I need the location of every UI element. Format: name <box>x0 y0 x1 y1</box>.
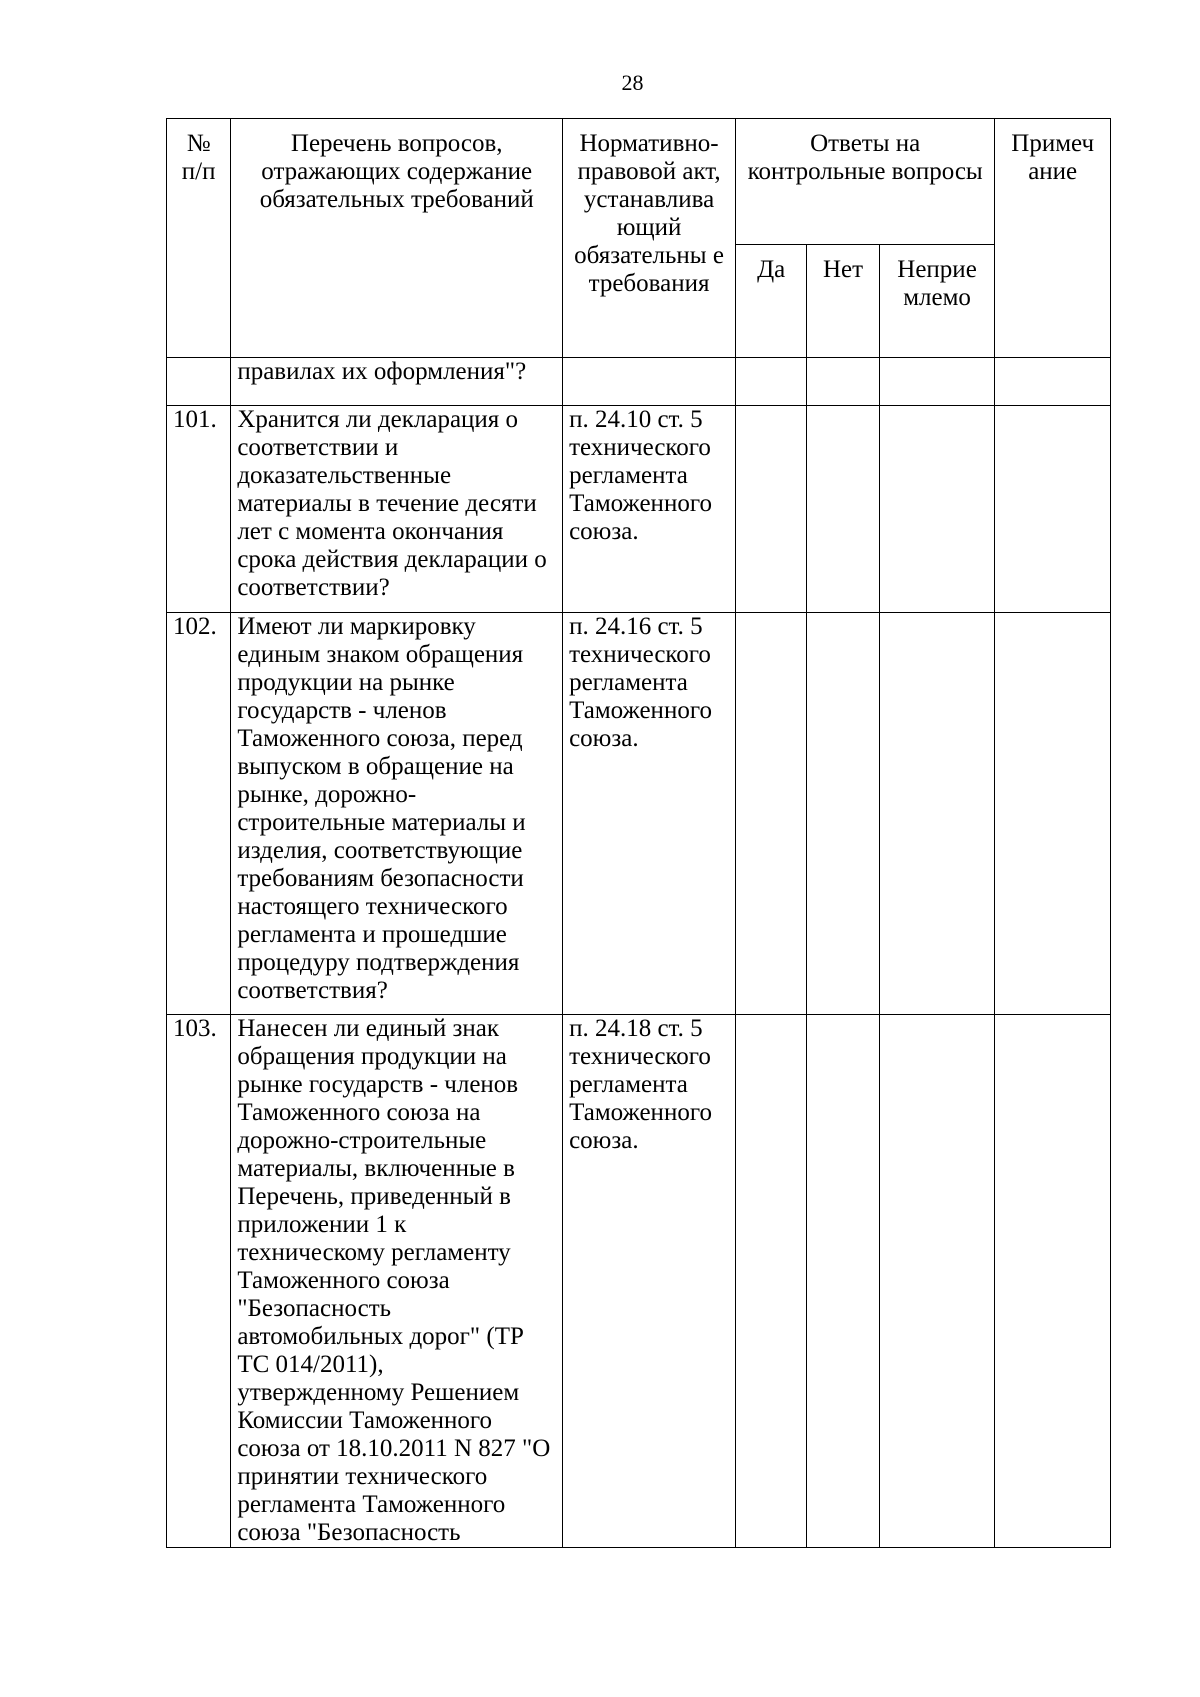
page-number: 28 <box>621 70 644 95</box>
column-header-note: Примеч ание <box>995 119 1111 358</box>
answer-no-cell[interactable] <box>807 613 879 1015</box>
answer-no-cell[interactable] <box>807 1015 879 1548</box>
table-row-continuation <box>167 358 1111 406</box>
answer-yes-cell[interactable] <box>735 406 806 613</box>
answer-yes-cell[interactable] <box>735 613 806 1015</box>
question-text: Имеют ли маркировку единым знаком обращения продукции на рынке государств - членов Таможенного союза, перед выпуском в обращение на рынке, дорожно-строительные материалы и изделия, соответствующие требованиям безопасности настоящего технического регламента и прошедшие процедуру подтверждения соответствия? <box>231 613 563 1015</box>
answer-not-applicable-cell[interactable] <box>879 1015 995 1548</box>
regulation-reference <box>563 358 736 406</box>
answer-no-cell[interactable] <box>807 358 879 406</box>
column-header-answers: Ответы на контрольные вопросы <box>735 119 994 245</box>
regulation-reference: п. 24.10 ст. 5 технического регламента Таможенного союза. <box>563 406 736 613</box>
checklist-table <box>166 118 1111 1548</box>
row-number: 103. <box>167 1015 231 1548</box>
answer-yes-cell[interactable] <box>735 358 806 406</box>
question-text: Нанесен ли единый знак обращения продукции на рынке государств - членов Таможенного союза на дорожно-строительные материалы, включенные в Перечень, приведенный в приложении 1 к техническому регламенту Таможенного союза "Безопасность автомобильных дорог" (ТР ТС 014/2011), утвержденному Решением Комиссии Таможенного союза от 18.10.2011 N 827 "О принятии технического регламента Таможенного союза "Безопасность <box>231 1015 563 1548</box>
column-header-no: Нет <box>807 245 879 358</box>
answer-not-applicable-cell[interactable] <box>879 406 995 613</box>
answer-no-cell[interactable] <box>807 406 879 613</box>
question-text: правилах их оформления"? <box>231 358 563 406</box>
row-number: 101. <box>167 406 231 613</box>
regulation-reference: п. 24.18 ст. 5 технического регламента Таможенного союза. <box>563 1015 736 1548</box>
note-cell[interactable] <box>995 358 1111 406</box>
answer-not-applicable-cell[interactable] <box>879 613 995 1015</box>
column-header-questions: Перечень вопросов, отражающих содержание обязательных требований <box>231 119 563 358</box>
regulation-reference: п. 24.16 ст. 5 технического регламента Таможенного союза. <box>563 613 736 1015</box>
header-row <box>167 119 1111 245</box>
table-row <box>167 1015 1111 1548</box>
column-header-regulation: Нормативно-правовой акт, устанавлива ющий обязательны е требования <box>563 119 736 358</box>
note-cell[interactable] <box>995 406 1111 613</box>
column-header-not-applicable: Неприе млемо <box>879 245 995 358</box>
answer-not-applicable-cell[interactable] <box>879 358 995 406</box>
column-header-yes: Да <box>735 245 806 358</box>
row-number: 102. <box>167 613 231 1015</box>
answer-yes-cell[interactable] <box>735 1015 806 1548</box>
table-row <box>167 613 1111 1015</box>
note-cell[interactable] <box>995 1015 1111 1548</box>
table-row <box>167 406 1111 613</box>
note-cell[interactable] <box>995 613 1111 1015</box>
row-number <box>167 358 231 406</box>
column-header-number: № п/п <box>167 119 231 358</box>
question-text: Хранится ли декларация о соответствии и доказательственные материалы в течение десяти лет с момента окончания срока действия декларации о соответствии? <box>231 406 563 613</box>
